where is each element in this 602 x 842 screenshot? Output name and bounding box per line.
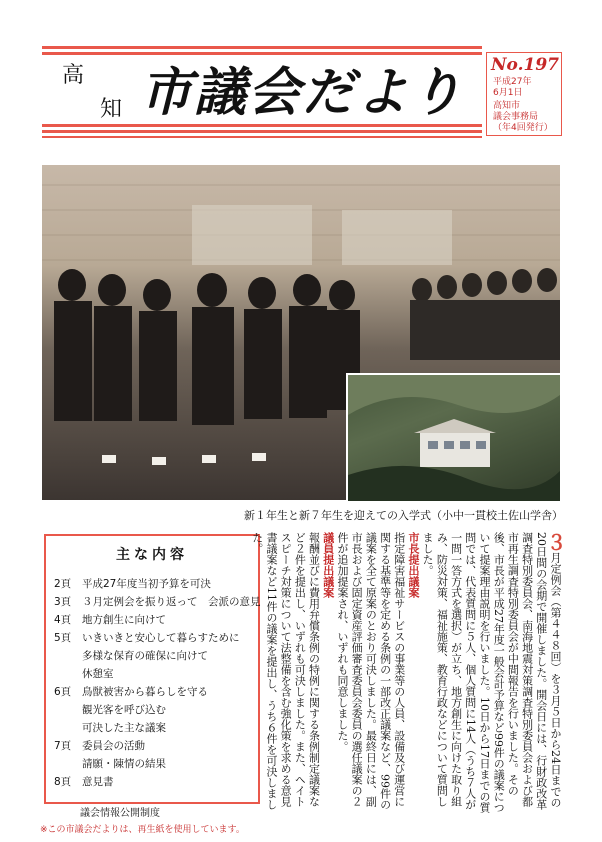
masthead-chi: 知	[100, 97, 123, 122]
issue-info-box	[486, 52, 562, 136]
contents-item	[54, 738, 145, 753]
section-heading-mayor-bills: 市長提出議案	[406, 532, 420, 598]
recycled-paper-note: ※この市議会だよりは、再生紙を使用しています。	[40, 825, 245, 835]
contents-line: いきいきと安心して暮らすために	[82, 632, 240, 644]
contents-title: 主な内容	[116, 547, 188, 563]
contents-line: ３月定例会を振り返って 会派の意見	[82, 596, 261, 608]
contents-page: 7頁	[54, 740, 72, 752]
masthead-stripe	[42, 46, 482, 49]
contents-item	[54, 576, 211, 591]
contents-page: 8頁	[54, 776, 72, 788]
issue-number: No.197	[491, 55, 559, 75]
contents-line: 観光客を呼び込む	[82, 704, 166, 716]
publish-frequency: （年4回発行）	[493, 123, 553, 133]
newsletter-title: 市議会だより	[140, 62, 465, 123]
contents-page: 3頁	[54, 596, 72, 608]
contents-line: 平成27年度当初予算を可決	[82, 578, 211, 590]
photo-caption: 新１年生と新７年生を迎えての入学式（小中一貫校土佐山学舎）	[244, 509, 563, 522]
article-drop-numeral: ３	[543, 532, 567, 552]
masthead	[42, 46, 562, 138]
contents-page: 5頁	[54, 632, 72, 644]
contents-line: 地方創生に向けて	[82, 614, 166, 626]
masthead-stripe	[42, 136, 482, 138]
contents-page: 4頁	[54, 614, 72, 626]
school-building-drawing	[348, 375, 560, 501]
issue-date-year: 平成27年	[493, 77, 532, 87]
contents-line: 意見書	[82, 776, 114, 788]
contents-line: 議会情報公開制度	[80, 808, 160, 819]
publisher-city: 高知市	[493, 101, 521, 111]
contents-line: 休憩室	[82, 668, 114, 680]
contents-box	[44, 534, 260, 804]
section-heading-member-bills: 議員提出議案	[321, 532, 335, 598]
contents-page: 6頁	[54, 686, 72, 698]
school-building-inset-photo	[346, 373, 562, 503]
masthead-kou: 高	[62, 63, 85, 88]
contents-line: 請願・陳情の結果	[82, 758, 166, 770]
contents-item	[54, 594, 261, 609]
masthead-stripe	[42, 130, 482, 133]
article-body	[250, 532, 567, 814]
contents-item	[54, 612, 166, 627]
contents-item	[54, 774, 114, 789]
contents-item	[54, 684, 208, 699]
contents-item	[54, 630, 240, 645]
contents-page: 2頁	[54, 578, 72, 590]
contents-line: 委員会の活動	[82, 740, 145, 752]
issue-date-day: 6月1日	[493, 88, 523, 98]
article-intro: 月定例会（第４４８回）を３月５日から24日までの20日間の会期で開催しました。開会日には、行財政改革調査特別委員会、南海地震対策調査特別委員会および都市再生調査特別委員会が中間報告を行いました。その後、市長が平成27年度一般会計予算など99件の議案について提案理由説明を行いました。10日から17日までの質問では、代表質問に５人、個人質問に14人（うち７人が一問一答方式を選択）が立ち、地方創生に向けた取り組み、防災対策、福祉施策、教育行政などについて質問しました。	[421, 532, 562, 813]
publisher-office: 議会事務局	[493, 112, 539, 122]
section-body-member-bills: 報酬並びに費用弁償条例の特例に関する条例制定議案など２件を提出し、いずれも可決しました。また、ヘイトスピーチ対策について法整備を含む強化策を求める意見書議案など11件の議案を提出し、うち６件を可決しました。	[250, 532, 321, 810]
contents-line: 鳥獣被害から暮らしを守る	[82, 686, 208, 698]
section-body-mayor-bills: 指定障害福祉サービスの事業等の人員、設備及び運営に関する基準等を定める条例の一部改正議案など、99件の議案を全て原案のとおり可決しました。最終日には、副市長および固定資産評価審査委員会委員の選任議案の２件が追加提案され、いずれも同意しました。	[335, 532, 406, 810]
contents-line: 多様な保育の確保に向けて	[82, 650, 208, 662]
contents-line: 可決した主な議案	[82, 722, 166, 734]
